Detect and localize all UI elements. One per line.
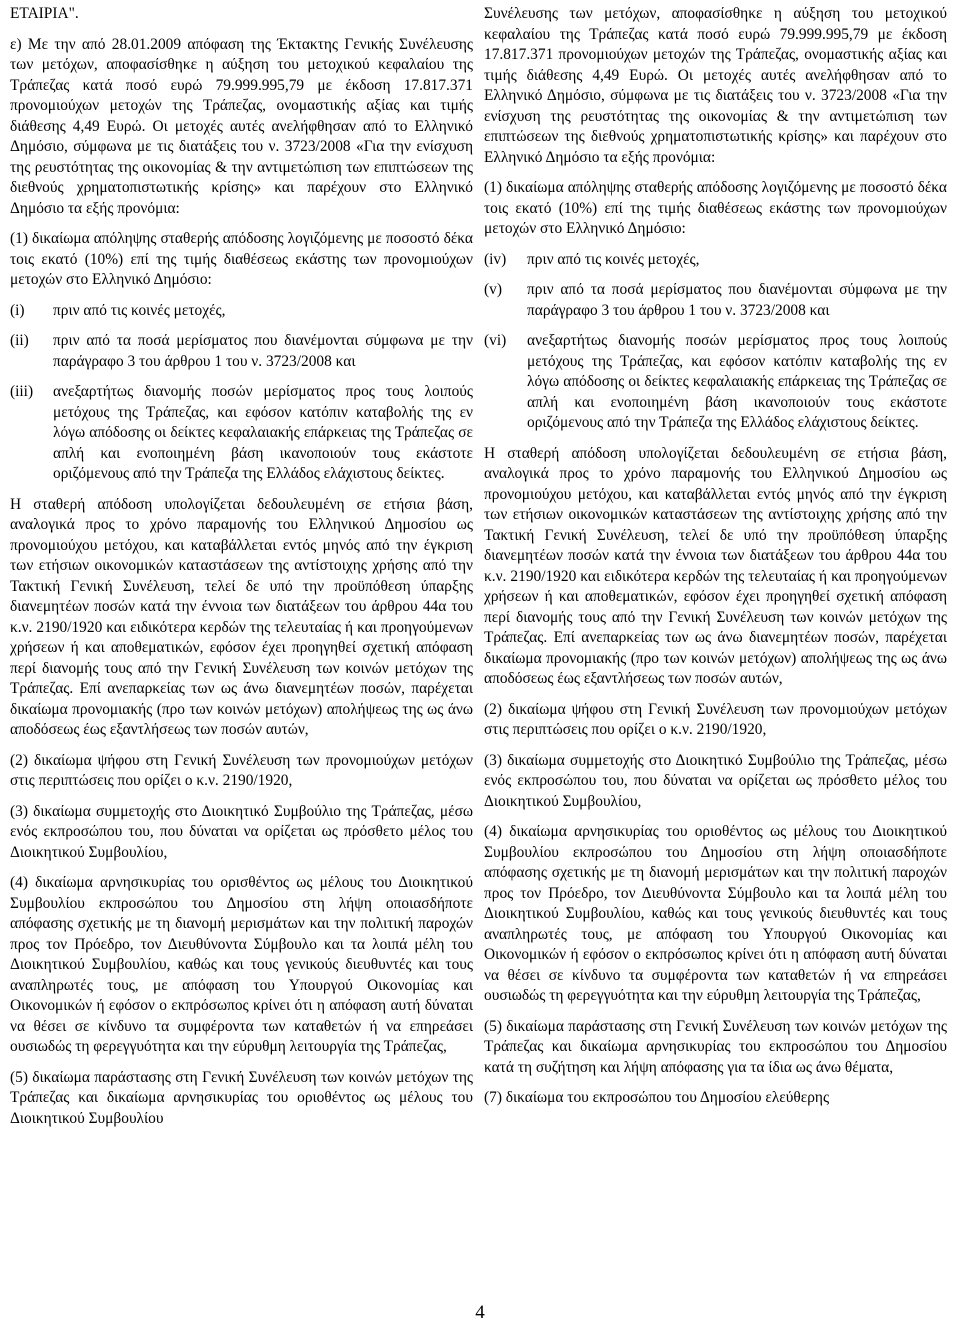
paragraph-capital-increase: Συνέλευσης των μετόχων, αποφασίσθηκε η αύξηση του μετοχικού κεφαλαίου της Τράπεζας κατά ποσό ευρώ 79.999.995,79 με έκδοση 17.817.371 προνομιούχων μετοχών της Τράπεζας, ονομαστικής αξίας και τιμής διάθεσης 4,49 Ευρώ. Οι μετοχές αυτές ανελήφθησαν από το Ελληνικό Δημόσιο, σύμφωνα με τις διατάξεις του ν. 3723/2008 «Για την ενίσχυση της ρευστότητας της οικονομίας & την αντιμετώπιση των επιπτώσεων της διεθνούς χρηματοπιστωτικής κρίσης» και παρέχουν στο Ελληνικό Δημόσιο τα εξής προνόμια: [484,5,947,166]
list-item-text: πριν από τις κοινές μετοχές, [53,301,226,319]
paragraph-privilege-7: (7) δικαίωμα του εκπροσώπου του Δημοσίου ελεύθερης [484,1089,830,1106]
right-column [484,4,947,1109]
paragraph-privilege-5: (5) δικαίωμα παράστασης στη Γενική Συνέλευση των κοινών μετόχων της Τράπεζας και δικαίωμα αρνησικυρίας του οριοθέντος ως μέλους του Διοικητικού Συμβουλίου [10,1068,473,1127]
list-item-text: πριν από τα ποσά μερίσματος που διανέμονται σύμφωνα με την παράγραφο 3 του άρθρου 1 του ν. 3723/2008 και [527,281,947,319]
page-number: 4 [475,1302,485,1323]
paragraph-capital-increase: ε) Με την από 28.01.2009 απόφαση της Έκτακτης Γενικής Συνέλευσης των μετόχων, αποφασίσθηκε η αύξηση του μετοχικού κεφαλαίου της Τράπεζας κατά ποσό ευρώ 79.999.995,79 με έκδοση 17.817.371 προνομιούχων μετοχών της Τράπεζας, ονομαστικής αξίας και τιμής διάθεσης 4,49 Ευρώ. Οι μετοχές αυτές ανελήφθησαν από το Ελληνικό Δημόσιο, σύμφωνα με τις διατάξεις του ν. 3723/2008 «Για την ενίσχυση της ρευστότητας της οικονομίας & την αντιμετώπιση των επιπτώσεων της διεθνούς χρηματοπιστωτικής κρίσης» και παρέχουν στο Ελληνικό Δημόσιο τα εξής προνόμια: [10,35,473,217]
paragraph-privilege-3: (3) δικαίωμα συμμετοχής στο Διοικητικό Συμβούλιο της Τράπεζας, μέσω ενός εκπροσώπου του, που δύναται να ορίζεται ως πρόσθετο μέλος του Διοικητικού Συμβουλίου, [484,751,947,810]
paragraph-privilege-1: (1) δικαίωμα απόληψης σταθερής απόδοσης λογιζόμενης με ποσοστό δέκα τοις εκατό (10%) επί της τιμής διαθέσεως εκάστης των προνομιούχων μετοχών στο Ελληνικό Δημόσιο: [10,230,473,288]
list-item [484,280,947,321]
list-item-text: πριν από τις κοινές μετοχές, [527,250,700,268]
list-item-number: (iv) [484,250,507,268]
list-item-number: (v) [484,281,502,298]
list-item [10,301,473,322]
list-item-number: (vi) [484,332,507,349]
left-column [10,4,473,1129]
list-item [484,331,947,434]
paragraph-privilege-4: (4) δικαίωμα αρνησικυρίας του ορισθέντος ως μέλους του Διοικητικού Συμβουλίου εκπροσώπου του Δημοσίου στη λήψη οποιασδήποτε απόφασης σχετικής με τη διανομή μερισμάτων και την πολιτική παροχών προς τον Πρόεδρο, τον Διευθύνοντα Σύμβουλο και τα λοιπά μέλη του Διοικητικού Συμβουλίου, καθώς και τους γενικούς διευθυντές και τους αναπληρωτές τους, με απόφαση του Υπουργού Οικονομίας και Οικονομικών ή εφόσον ο εκπρόσωπος κρίνει ότι η απόφαση αυτή δύναται να θέσει σε κίνδυνο τα συμφέροντα των καταθετών ή να επηρεάσει ουσιωδώς τη φερεγγυότητα και την εύρυθμη λειτουργία της Τράπεζας, [10,874,473,1055]
list-item [484,250,947,271]
list-item [10,382,473,485]
paragraph-fixed-return: Η σταθερή απόδοση υπολογίζεται δεδουλευμένη σε ετήσια βάση, αναλογικά προς το χρόνο παραμονής του Ελληνικού Δημοσίου ως προνομιούχου μετόχου, και καταβάλλεται εντός μηνός από την έγκριση των ετήσιων οικονομικών καταστάσεων της αντίστοιχης χρήσης από την Τακτική Γενική Συνέλευση, τελεί δε υπό την προϋπόθεση ύπαρξης διανεμητέων ποσών κατά την έννοια των διατάξεων του άρθρου 44α του κ.ν. 2190/1920 και ειδικότερα κερδών της τελευταίας ή και προηγούμενων χρήσεων ή και αποθεματικών, εφόσον έχει προηγηθεί σχετική απόφαση περί διανομής τους από την Γενική Συνέλευση των κοινών μετόχων της Τράπεζας. Επί ανεπαρκείας των ως άνω διανεμητέων ποσών, παρέχεται δικαίωμα προνομιακής (προ των κοινών μετόχων) απολήψεως της ως άνω αποδόσεως έως εξαντλήσεως των ποσών αυτών, [484,444,947,687]
paragraph-privilege-2: (2) δικαίωμα ψήφου στη Γενική Συνέλευση των προνομιούχων μετόχων στις περιπτώσεις που ορίζει ο κ.ν. 2190/1920, [10,751,473,789]
list-item-text: πριν από τα ποσά μερίσματος που διανέμονται σύμφωνα με την παράγραφο 3 του άρθρου 1 του ν. 3723/2008 και [53,332,473,370]
paragraph-privilege-1: (1) δικαίωμα απόληψης σταθερής απόδοσης λογιζόμενης με ποσοστό δέκα τοις εκατό (10%) επί της τιμής διαθέσεως εκάστης των προνομιούχων μετοχών στο Ελληνικό Δημόσιο: [484,179,947,237]
list-item-number: (iii) [10,383,34,400]
paragraph-heading-tail: ΕΤΑΙΡΙΑ". [10,5,79,22]
paragraph-privilege-4: (4) δικαίωμα αρνησικυρίας του οριοθέντος ως μέλους του Διοικητικού Συμβουλίου εκπροσώπου του Δημοσίου στη λήψη οποιασδήποτε απόφασης σχετικής με τη διανομή μερισμάτων και την πολιτική παροχών προς τον Πρόεδρο, τον Διευθύνοντα Σύμβουλο και τα λοιπά μέλη του Διοικητικού Συμβουλίου, καθώς και τους γενικούς διευθυντές και τους αναπληρωτές τους, με απόφαση του Υπουργού Οικονομίας και Οικονομικών ή εφόσον ο εκπρόσωπος κρίνει ότι η απόφαση αυτή δύναται να θέσει σε κίνδυνο τα συμφέροντα των καταθετών ή να επηρεάσει ουσιωδώς τη φερεγγυότητα και την εύρυθμη λειτουργία της Τράπεζας, [484,823,947,1004]
paragraph-privilege-3: (3) δικαίωμα συμμετοχής στο Διοικητικό Συμβούλιο της Τράπεζας, μέσω ενός εκπροσώπου του, που δύναται να ορίζεται ως πρόσθετο μέλος του Διοικητικού Συμβουλίου, [10,802,473,861]
paragraph-fixed-return: Η σταθερή απόδοση υπολογίζεται δεδουλευμένη σε ετήσια βάση, αναλογικά προς το χρόνο παραμονής του Ελληνικού Δημοσίου ως προνομιούχου μετόχου, και καταβάλλεται εντός μηνός από την έγκριση των ετήσιων οικονομικών καταστάσεων της αντίστοιχης χρήσης από την Τακτική Γενική Συνέλευση, τελεί δε υπό την προϋπόθεση ύπαρξης διανεμητέων ποσών κατά την έννοια των διατάξεων του άρθρου 44α του κ.ν. 2190/1920 και ειδικότερα κερδών της τελευταίας ή και προηγούμενων χρήσεων ή και αποθεματικών, εφόσον έχει προηγηθεί σχετική απόφαση περί διανομής τους από την Γενική Συνέλευση των κοινών μετόχων της Τράπεζας. Επί ανεπαρκείας των ως άνω διανεμητέων ποσών, παρέχεται δικαίωμα προνομιακής (προ των κοινών μετόχων) απολήψεως της ως άνω αποδόσεως έως εξαντλήσεως των ποσών αυτών, [10,495,473,738]
list-item-text: ανεξαρτήτως διανομής ποσών μερίσματος προς τους λοιπούς μετόχους της Τράπεζας, και εφόσον κατόπιν καταβολής της εν λόγω απόδοσης οι δείκτες κεφαλαιακής επάρκειας της Τράπεζας σε απλή και ενοποιημένη βάση ικανοποιούν τους εκάστοτε οριζόμενους από την Τράπεζα της Ελλάδος ελάχιστους δείκτες. [53,383,473,482]
list-item-number: (i) [10,301,25,319]
list-item-text: ανεξαρτήτως διανομής ποσών μερίσματος προς τους λοιπούς μετόχους της Τράπεζας, και εφόσον κατόπιν καταβολής της εν λόγω απόδοσης οι δείκτες κεφαλαιακής επάρκειας της Τράπεζας σε απλή και ενοποιημένη βάση ικανοποιούν τους εκάστοτε οριζόμενους από την Τράπεζα της Ελλάδος ελάχιστους δείκτες. [527,332,947,431]
list-item-number: (ii) [10,332,29,349]
list-item [10,331,473,372]
paragraph-privilege-5: (5) δικαίωμα παράστασης στη Γενική Συνέλευση των κοινών μετόχων της Τράπεζας και δικαίωμα αρνησικυρίας του εκπροσώπου του Δημοσίου κατά τη συζήτηση και λήψη απόφασης για τα ίδια ως άνω θέματα, [484,1017,947,1076]
paragraph-privilege-2: (2) δικαίωμα ψήφου στη Γενική Συνέλευση των προνομιούχων μετόχων στις περιπτώσεις που ορίζει ο κ.ν. 2190/1920, [484,700,947,738]
